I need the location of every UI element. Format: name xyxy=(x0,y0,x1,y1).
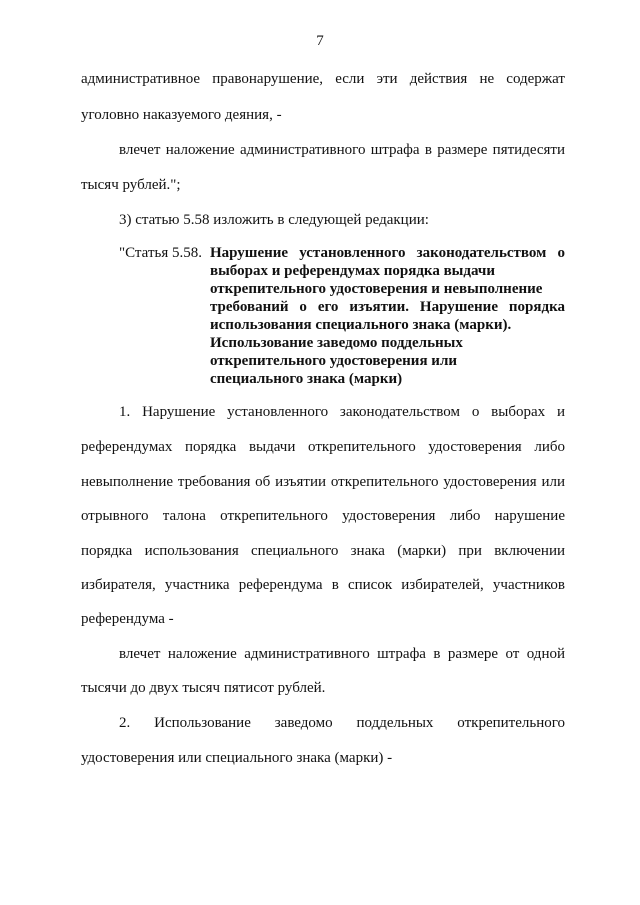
article-title-line: требований о его изъятии. Нарушение порядка xyxy=(210,299,565,315)
body-line: невыполнение требования об изъятии открепительного удостоверения или xyxy=(81,474,565,490)
body-line: 1. Нарушение установленного законодательством о выборах и xyxy=(119,404,565,420)
body-line: влечет наложение административного штрафа в размере от одной xyxy=(119,646,565,662)
text-line: уголовно наказуемого деяния, - xyxy=(81,107,282,123)
page-number: 7 xyxy=(316,33,324,49)
body-line: референдумах порядка выдачи открепительного удостоверения либо xyxy=(81,439,565,455)
body-line: референдума - xyxy=(81,611,174,627)
text-line: влечет наложение административного штрафа в размере пятидесяти xyxy=(119,142,565,158)
article-prefix: "Статья 5.58. xyxy=(119,245,202,261)
article-title-line: использования специального знака (марки). xyxy=(210,317,512,333)
body-line: избирателя, участника референдума в список избирателей, участников xyxy=(81,577,565,593)
body-line: отрывного талона открепительного удостоверения либо нарушение xyxy=(81,508,565,524)
article-title-line: открепительного удостоверения и невыполнение xyxy=(210,281,543,297)
article-title-line: выборах и референдумах порядка выдачи xyxy=(210,263,495,279)
body-line: удостоверения или специального знака (марки) - xyxy=(81,750,393,766)
body-line: тысячи до двух тысяч пятисот рублей. xyxy=(81,680,326,696)
text-line: тысяч рублей."; xyxy=(81,177,181,193)
text-line: 3) статью 5.58 изложить в следующей редакции: xyxy=(119,212,429,228)
article-title-line: открепительного удостоверения или xyxy=(210,353,458,369)
body-line: порядка использования специального знака (марки) при включении xyxy=(81,543,565,559)
body-line: 2. Использование заведомо поддельных открепительного xyxy=(119,715,565,731)
article-title-line: специального знака (марки) xyxy=(210,371,403,387)
article-title-line: Нарушение установленного законодательством о xyxy=(210,245,565,261)
article-title-line: Использование заведомо поддельных xyxy=(210,335,463,351)
text-line: административное правонарушение, если эти действия не содержат xyxy=(81,71,565,87)
